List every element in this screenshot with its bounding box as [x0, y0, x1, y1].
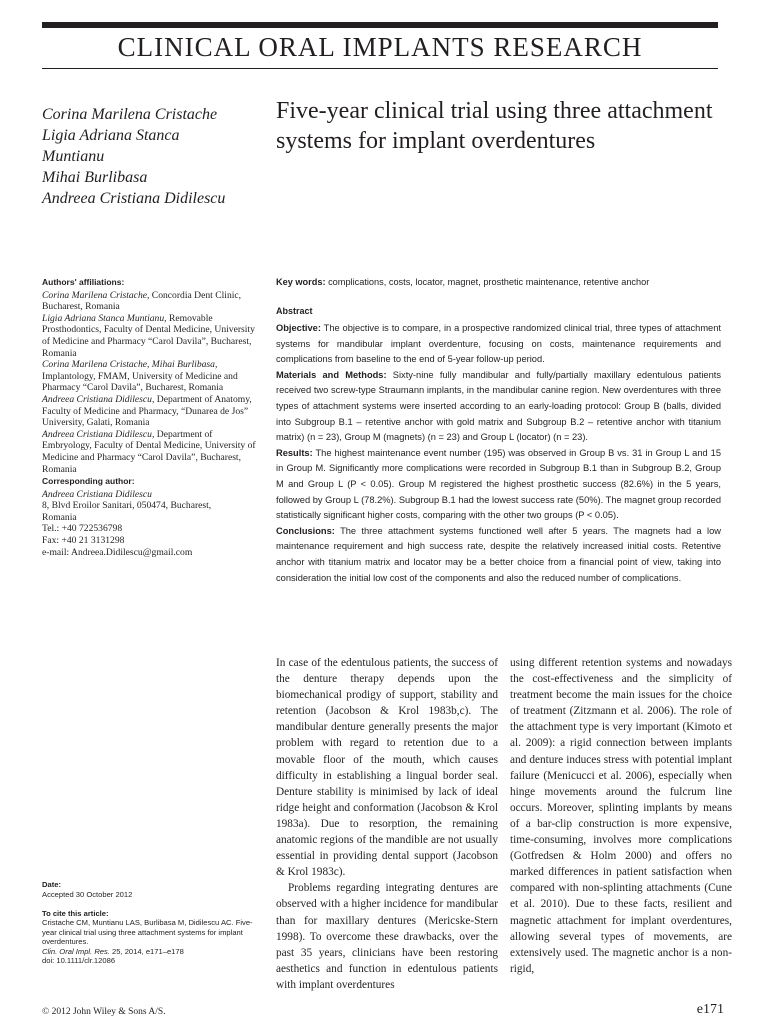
author-name: Ligia Adriana Stanca: [42, 127, 180, 144]
affiliation-names: Ligia Adriana Stanca Muntianu,: [42, 312, 167, 324]
affiliations-heading: Authors' affiliations:: [42, 277, 125, 287]
body-paragraph: using different retention systems and nowadays the cost-effectiveness and the simplicity of treatment become the main issues for the choice of treatment (Zitzmann et al. 2006). The role of the attachment type is very important (Kimoto et al. 2009): a rigid connection between implants and denture induces stress with potential implant failure (Menicucci et al. 2006), especially when hinge movements around the fulcrum line occurs. Moreover, splinting implants by means of a bar-clip construction is more expensive, time-consuming, involves more complications (Gotfredsen & Holm 2000) and offers no marked differences in patient satisfaction when compared with non-splinting attachments (Cune et al. 2010). Due to these facts, resilient and magnetic attachment for implant overdentures, allowing several types of movements, are extensively used. The magnetic anchor is a non-rigid,: [510, 657, 732, 975]
journal-title: CLINICAL ORAL IMPLANTS RESEARCH: [117, 32, 643, 62]
affiliation-item: [42, 429, 262, 475]
date-text: Accepted 30 October 2012: [42, 889, 133, 899]
abstract-conclusions: [276, 524, 721, 586]
affiliation-names: Corina Marilena Cristache,: [42, 289, 150, 301]
header-bottom-rule: [42, 68, 718, 69]
affiliation-item: [42, 313, 262, 359]
keywords-text: complications, costs, locator, magnet, prosthetic maintenance, retentive anchor: [325, 277, 650, 287]
affiliation-text: Department of Anatomy, Faculty of Medicine and Pharmacy, “Dunarea de Jos” University, Galati, Romania: [42, 393, 252, 429]
abstract-objective: [276, 321, 721, 368]
corresponding-name: Andreea Cristiana Didilescu: [42, 488, 152, 500]
affiliation-item: [42, 394, 262, 429]
abstract-text: The objective is to compare, in a prospective randomized clinical trial, three types of attachment systems for mandibular implant overdenture, focusing on costs, maintenance requirements and complications from baseline to the end of 5-year follow-up period.: [276, 323, 721, 365]
abstract-results: [276, 446, 721, 524]
corresponding-line: 8, Blvd Eroilor Sanitari, 050474, Bucharest,: [42, 500, 212, 512]
affiliation-text: Concordia Dent Clinic, Bucharest, Romania: [42, 289, 242, 313]
abstract-label: Materials and Methods:: [276, 369, 387, 380]
corresponding-email[interactable]: e-mail: Andreea.Didilescu@gmail.com: [42, 546, 193, 558]
corresponding-line: Tel.: +40 722536798: [42, 523, 123, 535]
author-name: Mihai Burlibasa: [42, 169, 148, 186]
abstract-label: Objective:: [276, 323, 321, 333]
header-top-rule: [42, 22, 718, 28]
abstract-body: [276, 321, 721, 586]
citation-journal: Clin. Oral Impl. Res.: [42, 946, 110, 956]
citation-text: Cristache CM, Muntianu LAS, Burlibasa M, Didilescu AC. Five-year clinical trial using three attachment systems for implant overdentures.: [42, 918, 253, 947]
affiliations: [42, 277, 262, 475]
keywords-label: Key words:: [276, 277, 326, 287]
affiliation-item: [42, 359, 262, 394]
copyright: © 2012 John Wiley & Sons A/S.: [42, 1007, 166, 1017]
affiliation-names: Corina Marilena Cristache, Mihai Burlibasa,: [42, 359, 218, 371]
author-list: [42, 104, 272, 209]
date-heading: Date:: [42, 880, 61, 889]
article-title: Five-year clinical trial using three attachment systems for implant overdentures: [276, 98, 713, 154]
citation-block: [42, 909, 262, 965]
body-column-left: [276, 655, 498, 993]
affiliation-text: Implantology, FMAM, University of Medicine and Pharmacy “Carol Davila”, Bucharest, Romania: [42, 370, 238, 394]
author-name: Andreea Cristiana Didilescu: [42, 190, 226, 207]
corresponding-line: Romania: [42, 511, 77, 523]
date-block: [42, 880, 262, 899]
author-name: Corina Marilena Cristache: [42, 106, 218, 123]
affiliation-text: Removable Prosthodontics, Faculty of Dental Medicine, University of Medicine and Pharmacy “Carol Davila”, Bucharest, Romania: [42, 312, 255, 359]
citation-doi[interactable]: doi: 10.1111/clr.12086: [42, 956, 116, 966]
abstract-heading: Abstract: [276, 306, 313, 316]
affiliation-names: Andreea Cristiana Didilescu,: [42, 393, 155, 405]
body-paragraph: Problems regarding integrating dentures are observed with a higher incidence for mandibular than for maxillary dentures (Mericske-Stern 1998). To overcome these drawbacks, over the past 35 years, clinicians have been restoring aesthetics and function in edentulous patients with implant overdentures: [276, 882, 498, 991]
corresponding-line: Fax: +40 21 3131298: [42, 534, 125, 546]
abstract-text: Sixty-nine fully mandibular and fully/partially maxillary edentulous patients received two screw-type Straumann implants, in the mandibular canine region. New overdentures with three types of attachment systems were inserted according to an early-loading protocol: Group B (balls, divided into Subgroup B.1 – retentive anchor with gold matrix and Subgroup B.2 – retentive anchor with titanium matrix) (n = 23), Group M (magnets) (n = 23) and Group L (locator) (n = 23).: [276, 369, 721, 443]
abstract-text: The three attachment systems functioned well after 5 years. The magnets had a low maintenance requirement and high success rate, despite the relatively increased initial costs. Retentive anchor with titanium matrix and locator may be a better choice from a financial point of view, taking into consideration the initial low cost of the components and also the reduced number of complications.: [276, 525, 721, 583]
citation-ref: 25, 2014, e171–e178: [109, 946, 184, 956]
abstract-label: Results:: [276, 447, 313, 458]
affiliation-item: [42, 290, 262, 313]
abstract-methods: [276, 368, 721, 446]
keywords: [276, 277, 721, 287]
citation-heading: To cite this article:: [42, 909, 109, 918]
corresponding-heading: Corresponding author:: [42, 476, 135, 486]
body-paragraph: In case of the edentulous patients, the success of the denture therapy depends upon the biomechanical prodigy of support, stability and retention (Jacobson & Krol 1983b,c). The mandibular denture generally presents the major problem with regard to retention due to a movable floor of the mouth, which causes difficulty in establishing a lingual border seal. Denture stability is minimised by lack of ideal ridge height and conformation (Jacobson & Krol 1983a). Due to resorption, the remaining anatomic regions of the mandible are not usually essential in providing dental support (Jacobson & Krol 1983c).: [276, 657, 498, 879]
corresponding-author: [42, 476, 262, 558]
affiliation-text: Department of Embryology, Faculty of Dental Medicine, University of Medicine and Pharmacy “Carol Davila”, Bucharest, Romania: [42, 428, 256, 475]
abstract-label: Conclusions:: [276, 525, 335, 536]
affiliation-names: Andreea Cristiana Didilescu,: [42, 428, 155, 440]
body-column-right: [510, 655, 732, 977]
author-name: Muntianu: [42, 148, 105, 165]
page-number: e171: [696, 1002, 724, 1017]
abstract-text: The highest maintenance event number (195) was observed in Group B vs. 31 in Group L and 15 in Group M. Significantly more complications were recorded in Subgroup B.1 than in Subgroup B.2, Group M and Group L (P < 0.05). Group M registered the highest prosthetic success (82.6%) in the 5 years, followed by Group L (78.2%). Subgroup B.1 had the lowest success rate (50%). The magnet group recorded statistically significant higher costs, comparing with the other two groups (P < 0.05).: [276, 447, 721, 521]
